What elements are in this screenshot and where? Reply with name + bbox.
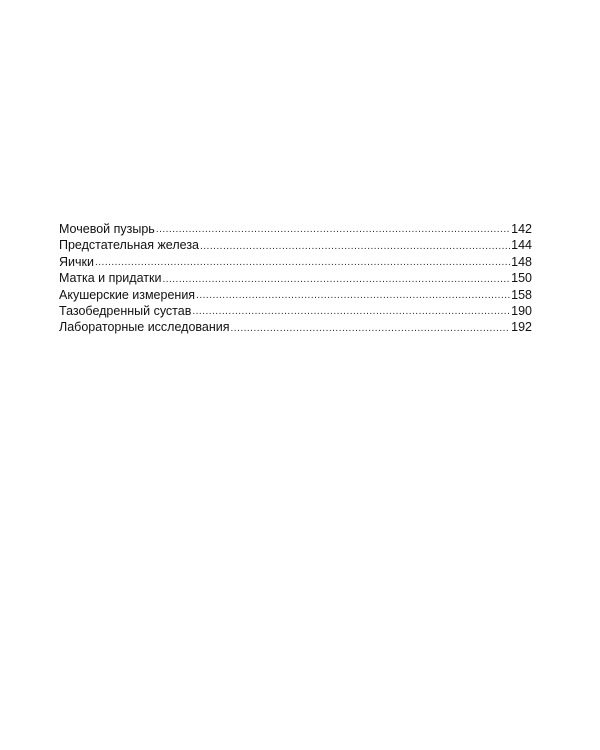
toc-entry-title: Мочевой пузырь [59, 221, 155, 236]
toc-entry-title: Предстательная железа [59, 238, 199, 253]
toc-entry-page: 142 [511, 221, 532, 236]
toc-entry-page: 190 [511, 303, 532, 318]
toc-entry-title: Лабораторные исследования [59, 320, 230, 335]
toc-entry-title: Матка и придатки [59, 271, 162, 286]
toc-entry [59, 287, 532, 303]
toc-entry-title: Тазобедренный сустав [59, 303, 192, 318]
toc-entry [59, 237, 532, 253]
toc-entry-page: 144 [511, 238, 532, 253]
table-of-contents [59, 221, 532, 336]
toc-entry-title: Яички [59, 254, 94, 269]
dot-leader [200, 240, 510, 254]
toc-entry [59, 221, 532, 237]
dot-leader [231, 322, 511, 336]
dot-leader [192, 305, 510, 319]
toc-entry-page: 150 [511, 271, 532, 286]
dot-leader [162, 273, 510, 287]
dot-leader [156, 223, 510, 237]
toc-entry [59, 270, 532, 286]
toc-entry [59, 254, 532, 270]
toc-entry-title: Акушерские измерения [59, 287, 196, 302]
toc-entry [59, 303, 532, 319]
toc-entry [59, 319, 532, 335]
dot-leader [196, 289, 510, 303]
toc-entry-page: 158 [511, 287, 532, 302]
dot-leader [95, 256, 510, 270]
toc-entry-page: 148 [511, 254, 532, 269]
toc-entry-page: 192 [511, 320, 532, 335]
